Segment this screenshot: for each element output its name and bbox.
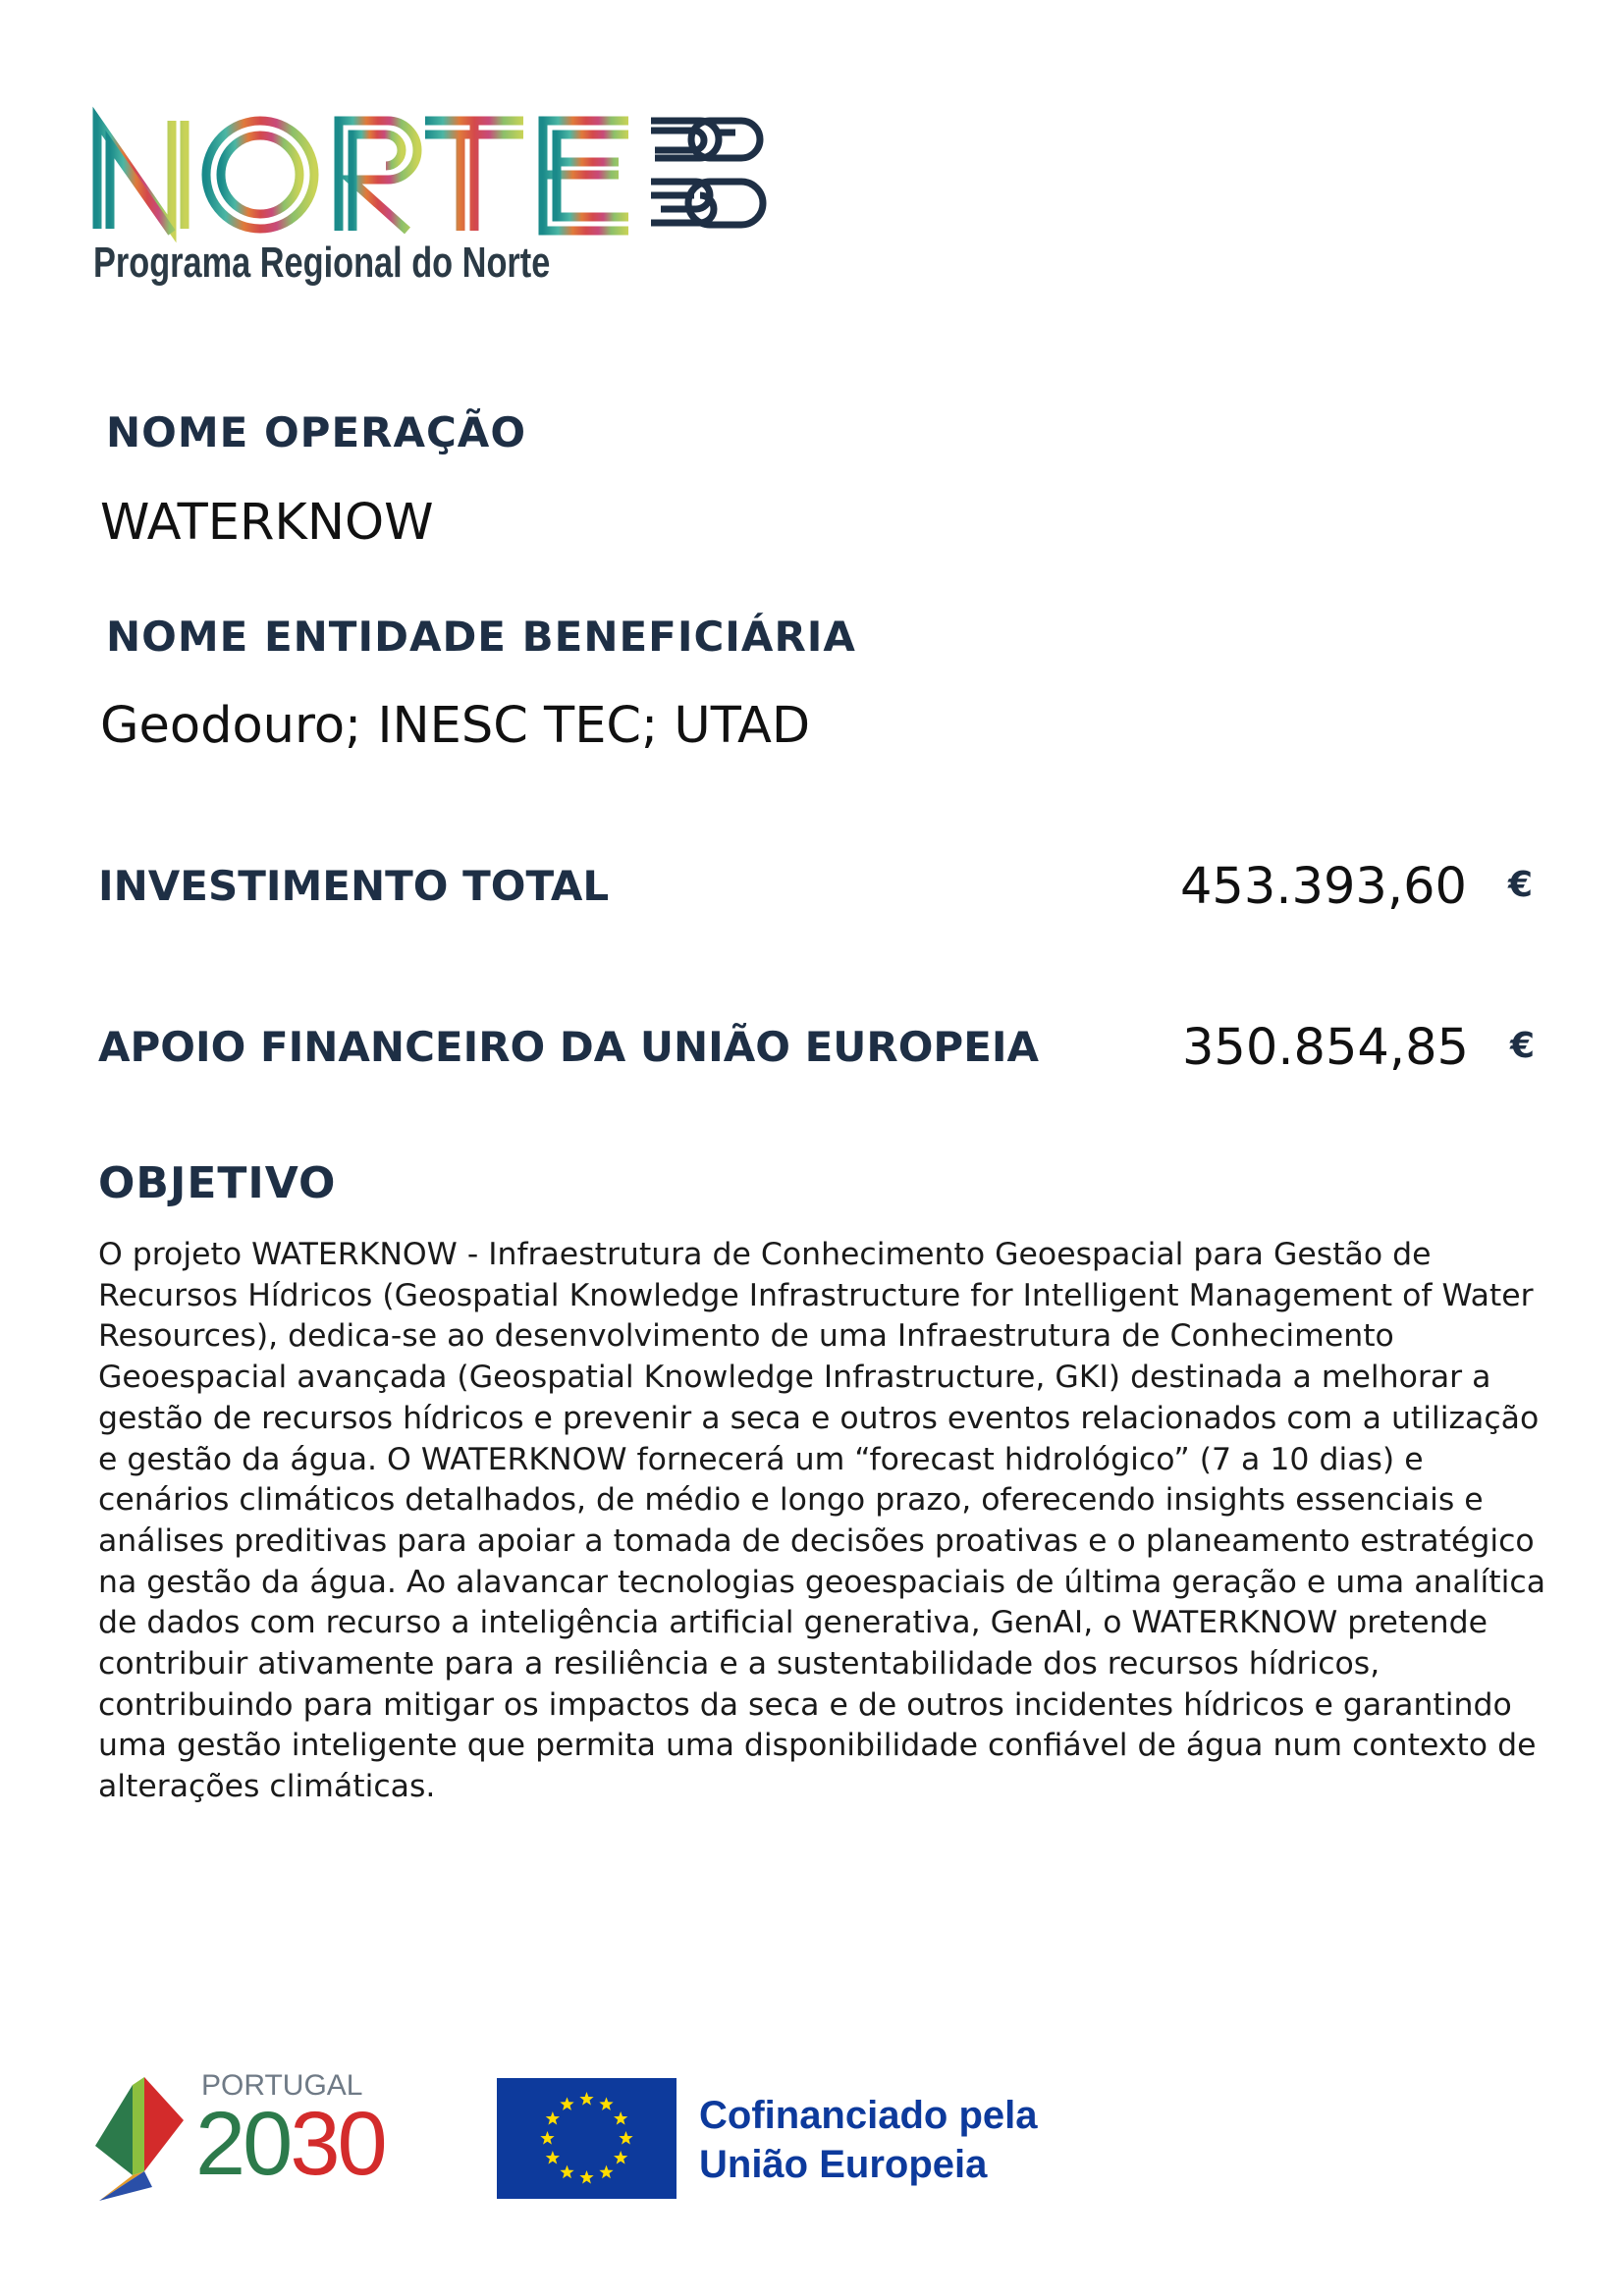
- eu-star-icon: [579, 2170, 593, 2184]
- portugal-label: PORTUGAL: [201, 2069, 363, 2102]
- letter-o: [206, 121, 314, 229]
- logo-subtitle: Programa Regional do Norte: [93, 239, 551, 287]
- letter-e: [543, 121, 628, 231]
- operation-name-label: NOME OPERAÇÃO: [106, 408, 527, 456]
- total-investment-label: INVESTIMENTO TOTAL: [98, 862, 610, 910]
- portugal-year-part-a: 20: [195, 2094, 291, 2194]
- eu-star-icon: [560, 2097, 573, 2110]
- objective-text: O projeto WATERKNOW - Infraestrutura de Conhecimento Geoespacial para Gestão de Recursos Hídricos (Geospatial Knowledge Infrastructure for Intelligent Management of Water Resources), dedica-se ao desenvolvimento de uma Infraestrutura de Conhecimento Geoespacial avançada (Geospatial Knowledge Infrastructure, GKI) destinada a melhorar a gestão de recursos hídricos e prevenir a seca e outros eventos relacionados com a utilização e gestão da água. O WATERKNOW fornecerá um “forecast hidrológico” (7 a 10 dias) e cenários climáticos detalhados, de médio e longo prazo, oferecendo insights essenciais e análises preditivas para apoiar a tomada de decisões proativas e o planeamento estratégico na gestão da água. Ao alavancar tecnologias geoespaciais de última geração e uma analítica de dados com recurso a inteligência artificial generativa, GenAI, o WATERKNOW pretende contribuir ativamente para a resiliência e a sustentabilidade dos recursos hídricos, contribuindo para mitigar os impactos da seca e de outros incidentes hídricos e garantindo uma gestão inteligente que permita uma disponibilidade confiável de água num contexto de alterações climáticas.: [98, 1237, 1546, 1805]
- eu-star-icon: [560, 2165, 573, 2179]
- eu-star-icon: [546, 2151, 560, 2164]
- portugal-logo-mark: [93, 2077, 191, 2201]
- total-investment-currency: €: [1508, 865, 1534, 905]
- eu-support-currency: €: [1510, 1026, 1536, 1066]
- eu-cofinanced-text: [699, 2091, 1038, 2189]
- eu-star-icon: [599, 2097, 613, 2110]
- eu-support-value: 350.854,85: [1181, 1019, 1469, 1077]
- portugal-2030-logo: [93, 2069, 437, 2207]
- eu-star-icon: [579, 2092, 593, 2106]
- portugal-year: [195, 2094, 385, 2194]
- eu-support-label: APOIO FINANCEIRO DA UNIÃO EUROPEIA: [98, 1023, 1040, 1071]
- norte-2030-logo: [93, 113, 771, 309]
- beneficiary-label: NOME ENTIDADE BENEFICIÁRIA: [106, 613, 856, 661]
- portugal-year-part-b: 30: [290, 2094, 385, 2194]
- letter-n: [97, 121, 185, 233]
- eu-stars: [497, 2078, 677, 2199]
- eu-flag: [497, 2078, 677, 2199]
- eu-line-2: União Europeia: [699, 2143, 988, 2186]
- eu-star-icon: [619, 2131, 632, 2145]
- norte-logo-graphic: [93, 113, 771, 240]
- objective-label: OBJETIVO: [98, 1158, 337, 1208]
- eu-line-1: Cofinanciado pela: [699, 2094, 1038, 2137]
- eu-star-icon: [540, 2131, 554, 2145]
- eu-star-icon: [614, 2151, 627, 2164]
- operation-name-value: WATERKNOW: [100, 494, 434, 552]
- letter-r: [339, 121, 417, 231]
- eu-star-icon: [599, 2165, 613, 2179]
- total-investment-value: 453.393,60: [1179, 858, 1467, 916]
- eu-star-icon: [546, 2111, 560, 2125]
- logo-year-graphic: [651, 121, 763, 225]
- letter-t: [425, 121, 523, 231]
- beneficiary-value: Geodouro; INESC TEC; UTAD: [100, 697, 811, 755]
- eu-star-icon: [614, 2111, 627, 2125]
